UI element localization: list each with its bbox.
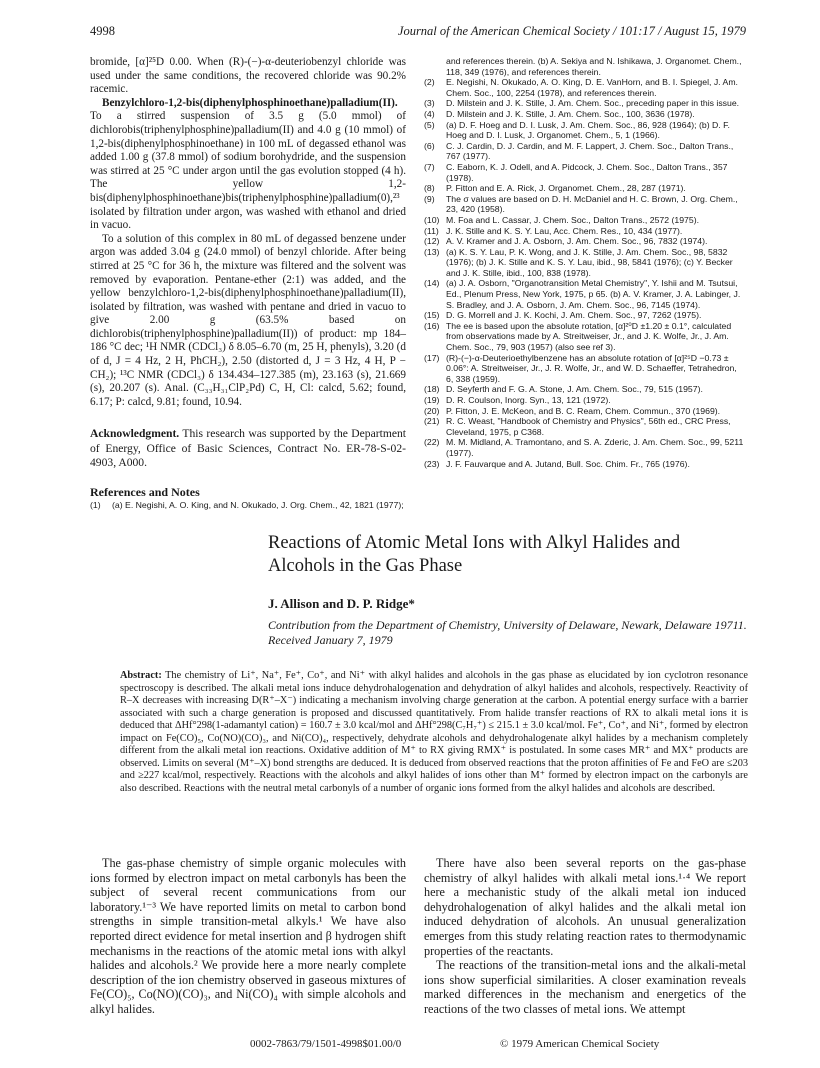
reference-number: (22) xyxy=(424,437,440,448)
acknowledgment-body: This research was supported by the Department of Energy, Office of Basic Sciences, Contract No. ER-78-S-02-4903, A000. xyxy=(90,427,406,470)
right-column xyxy=(424,56,746,496)
reference-item xyxy=(424,310,746,321)
reference-text: M. Foa and L. Cassar, J. Chem. Soc., Dalton Trans., 2572 (1975). xyxy=(446,214,700,225)
reference-text: C. J. Cardin, D. J. Cardin, and M. F. Lappert, J. Chem. Soc., Dalton Trans., 767 (1977). xyxy=(446,140,734,162)
reference-number: (8) xyxy=(424,183,435,194)
reference-text: J. K. Stille and K. S. Y. Lau, Acc. Chem. Res., 10, 434 (1977). xyxy=(446,225,683,236)
body-column-right xyxy=(424,856,746,1026)
reference-item xyxy=(424,247,746,279)
reference-text: D. R. Coulson, Inorg. Syn., 13, 121 (1972). xyxy=(446,395,611,405)
left-column xyxy=(90,56,406,510)
journal-info: Journal of the American Chemical Society / 101:17 / August 15, 1979 xyxy=(397,24,746,38)
paragraph-3: To a solution of this complex in 80 mL of degassed benzene under argon was added 3.04 g (24.0 mmol) of benzyl chloride. After being stirred at 25 °C for 36 h, the mixture was filtered and the solvent was removed by evaporation. Pentane-ether (2:1) was added, and the yellow benzylchloro-1,2-bis(diphenylphosphinoethane)palladium(II), isolated by filtration, was washed with pentane and dried in vacuo to give 2.00 g (63.5% based on dichlorobis(triphenylphosphine)palladium(II)) of product: mp 184–186 °C dec; ¹H NMR (CDCl₃) δ 8.05–6.70 (m, 25 H, phenyls), 3.20 (d of d, J = 4 Hz, 2 H, PhCH₂), 2.50 (distorted d, J = 3 Hz, 4 H, P − CH₂); ¹³C NMR (CDCl₃) δ 134.434–127.385 (m), 23.163 (s), 21.669 (s), 20.207 (s). Anal. (C₃₃H₃₁ClP₂Pd) C, H, Cl: calcd, 5.62; found, 6.17; P: calcd, 9.81; found, 10.94. xyxy=(90,232,406,408)
reference-continuation: and references therein. (b) A. Sekiya and N. Ishikawa, J. Organomet. Chem., 118, 349 (1976), and references therein. xyxy=(446,56,742,77)
abstract-text: The chemistry of Li⁺, Na⁺, Fe⁺, Co⁺, and Ni⁺ with alkyl halides and alcohols in the gas phase as elucidated by ion cyclotron resonance spectroscopy is described. The alkali metal ions induce dehydrohalogenation and dehydration of alkyl halides and alcohols, respectively. Reactivity of R–X decreases with increasing D(R⁺–X⁻) indicating a mechanism involving charge generation at the carbon. A potential energy surface with a barrier associated with such a charge generation is proposed and discussed quantitatively. From halide transfer reactions of RX to alkali metal ions it is deduced that ΔHf°298(1-adamantyl cation) = 160.7 ± 3.0 kcal/mol and ΔHf°298(C₇H₇⁺) ≤ 215.1 ± 3.0 kcal/mol. Fe⁺, Co⁺, and Ni⁺, formed by electron impact on Fe(CO)₅, Co(NO)(CO)₃, and Ni(CO)₄, respectively, dehydrate alcohols and dehydrohalogenate alkyl halides by a mechanism completely different from the alkali metal ion reactions. Oxidative addition of M⁺ to RX giving RMX⁺ is postulated. In some cases MR⁺ and MX⁺ products are observed. Limits on several (M⁺–X) bond strengths are deduced. It is deduced from observed reactions that the proton affinities of Fe and FeO are ≤203 and ≥227 kcal/mol, respectively. Reactions with the alcohols and alkyl halides of ions other than M⁺ formed by electron impact on the carbonyls are also described. Reactions with the neutral metal carbonyls of a number of organic ions formed from the alkyl halides and alcohols are described. xyxy=(120,670,748,794)
reference-list-left xyxy=(90,500,406,511)
article-affiliation: Contribution from the Department of Chemistry, University of Delaware, Newark, Delaware 19711. Received January 7, 1979 xyxy=(268,618,747,647)
reference-number: (21) xyxy=(424,416,440,427)
reference-number: (4) xyxy=(424,108,435,119)
reference-text: J. F. Fauvarque and A. Jutand, Bull. Soc. Chim. Fr., 765 (1976). xyxy=(446,458,690,469)
reference-item xyxy=(424,141,746,162)
paragraph-1: bromide, [α]²⁵D 0.00. When (R)-(−)-α-deuteriobenzyl chloride was used under the same conditions, the recovered chloride was 90.2% racemic. xyxy=(90,56,406,96)
footer-code: 0002-7863/79/1501-4998$01.00/0 xyxy=(250,1038,402,1050)
paragraph-2-body: To a stirred suspension of 3.5 g (5.0 mmol) of dichlorobis(triphenylphosphine)palladium(II) and 4.0 g (10 mmol) of 1,2-bis(diphenylphosphinoethane) in 100 mL of degassed ethanol was added 1.00 g (37.8 mmol) of sodium borohydride, and the suspension was stirred at 25 °C under argon until the gas evolution stopped (4 h). The yellow 1,2-bis(diphenylphosphinoethane)bis(triphenylphosphine)palladium(0),²³ isolated by filtration under argon, was washed with ethanol and dried in vacuo. xyxy=(90,110,406,232)
reference-number: (20) xyxy=(424,405,440,416)
body-column-left xyxy=(90,856,406,1026)
running-head xyxy=(90,24,746,42)
page-number: 4998 xyxy=(90,24,115,38)
acknowledgment-heading: Acknowledgment. xyxy=(90,427,180,441)
body-paragraph-1: The gas-phase chemistry of simple organic molecules with ions formed by electron impact on metal carbonyls has been the subject of several recent communications from our laboratory.¹⁻³ We have reported limits on metal to carbon bond strengths in simple transition-metal alkyls.¹ We have also reported direct evidence for metal insertion and β hydrogen shift mechanisms in the reactions of the atomic metal ions with alkyl halides and alcohols.² We provide here a more nearly complete description of the ion chemistry observed in gaseous mixtures of Fe(CO)₅, Co(NO)(CO)₃, and Ni(CO)₄ with simple alcohols and alkyl halides. xyxy=(90,856,406,1016)
reference-text: P. Fitton, J. E. McKeon, and B. C. Ream, Chem. Commun., 370 (1969). xyxy=(446,405,721,416)
reference-item xyxy=(424,321,746,353)
reference-text: D. G. Morrell and J. K. Kochi, J. Am. Chem. Soc., 97, 7262 (1975). xyxy=(446,310,702,321)
footer-copyright: © 1979 American Chemical Society xyxy=(500,1038,660,1050)
references-heading: References and Notes xyxy=(90,484,200,499)
reference-text: M. M. Midland, A. Tramontano, and S. A. Zderic, J. Am. Chem. Soc., 99, 5211 (1977). xyxy=(446,437,744,458)
reference-number: (12) xyxy=(424,236,440,247)
reference-number: (3) xyxy=(424,98,435,109)
reference-number: (15) xyxy=(424,310,440,321)
reference-item xyxy=(424,77,746,98)
reference-number: (2) xyxy=(424,77,435,88)
reference-text: E. Negishi, N. Okukado, A. O. King, D. E. VanHorn, and B. I. Spiegel, J. Am. Chem. Soc., 100, 2254 (1978), and references therein. xyxy=(446,77,738,98)
reference-text: (R)-(−)-α-Deuterioethylbenzene has an absolute rotation of [α]²⁵D −0.73 ± 0.06°: A. Streitweiser, Jr., J. R. Wolfe, Jr., and W. D. Schaeffer, Tetrahedron, 6, 338 (1959). xyxy=(446,352,737,384)
reference-item xyxy=(424,384,746,395)
reference-text: The ee is based upon the absolute rotation, [α]²⁰D ±1.20 ± 0.1°, calculated from observations made by A. Streitweiser, Jr., and J. K. Wolfe, Jr., J. Am. Chem. Soc., 79, 903 (1957) (also see ref 3). xyxy=(446,320,732,353)
body-paragraph-2: There have also been several reports on the gas-phase chemistry of alkyl halides with alkali metal ions.¹·⁴ We report here a mechanistic study of the alkali metal ion induced dehydrohalogenation of alkyl halides and the alkali metal ion induced dehydration of alcohols. An unusual generalization emerges from this study relating reaction rates to thermodynamic properties of the reactants. xyxy=(424,856,746,958)
reference-text: R. C. Weast, "Handbook of Chemistry and Physics", 56th ed., CRC Press, Cleveland, 1975, p C368. xyxy=(446,416,731,437)
reference-number: (10) xyxy=(424,214,440,225)
reference-number: (23) xyxy=(424,458,440,469)
reference-number: (14) xyxy=(424,278,440,289)
reference-item xyxy=(424,98,746,109)
reference-text: P. Fitton and E. A. Rick, J. Organomet. Chem., 28, 287 (1971). xyxy=(446,183,686,194)
reference-text: (a) J. A. Osborn, "Organotransition Metal Chemistry", Y. Ishii and M. Tsutsui, Ed., Plenum Press, New York, 1975, p 65. (b) A. V. Kramer, J. A. Labinger, J. S. Bradley, and J. A. Osborn, J. Am. Chem. Soc., 96, 7145 (1974). xyxy=(446,278,741,310)
reference-item xyxy=(424,109,746,120)
reference-item xyxy=(424,395,746,406)
reference-list-right xyxy=(424,56,746,469)
reference-number: (13) xyxy=(424,246,440,257)
reference-text: (a) E. Negishi, A. O. King, and N. Okukado, J. Org. Chem., 42, 1821 (1977); xyxy=(112,499,404,510)
reference-number: (18) xyxy=(424,384,440,395)
reference-text: D. Milstein and J. K. Stille, J. Am. Chem. Soc., 100, 3636 (1978). xyxy=(446,108,695,119)
reference-item xyxy=(424,162,746,183)
reference-number: (5) xyxy=(424,119,435,130)
reference-item xyxy=(424,437,746,458)
reference-item xyxy=(90,500,406,511)
reference-item xyxy=(424,120,746,141)
abstract-label: Abstract: xyxy=(120,670,162,681)
reference-text: C. Eaborn, K. J. Odell, and A. Pidcock, J. Chem. Soc., Dalton Trans., 357 (1978). xyxy=(446,161,728,183)
reference-number: (17) xyxy=(424,352,440,363)
acknowledgment xyxy=(90,427,406,471)
section-heading-benzylchloro: Benzylchloro-1,2-bis(diphenylphosphinoethane)palladium(II). xyxy=(102,96,398,109)
reference-text: (a) D. F. Hoeg and D. I. Lusk, J. Am. Chem. Soc., 86, 928 (1964); (b) D. F. Hoeg and D. I. Lusk, J. Organomet. Chem., 5, 1 (1966). xyxy=(446,119,730,141)
reference-number: (9) xyxy=(424,193,435,204)
abstract xyxy=(120,670,748,795)
reference-item xyxy=(424,183,746,194)
reference-item xyxy=(424,278,746,310)
reference-item xyxy=(424,194,746,215)
article-title: Reactions of Atomic Metal Ions with Alkyl Halides and Alcohols in the Gas Phase xyxy=(268,533,681,576)
reference-item xyxy=(424,215,746,226)
body-paragraph-3: The reactions of the transition-metal ions and the alkali-metal ions show superficial similarities. A closer examination reveals marked differences in the mechanism and energetics of the reactions of the two classes of metal ions. We attempt xyxy=(424,958,746,1016)
reference-number: (16) xyxy=(424,320,440,331)
reference-number: (19) xyxy=(424,395,440,405)
reference-number: (1) xyxy=(90,499,101,510)
reference-text: (a) K. S. Y. Lau, P. K. Wong, and J. K. Stille, J. Am. Chem. Soc., 98, 5832 (1976); (b) J. K. Stille and K. S. Y. Lau, ibid., 98, 5841 (1976); (c) Y. Becker and J. K. Stille, ibid., 100, 838 (1978). xyxy=(446,246,733,278)
reference-item xyxy=(424,406,746,417)
reference-item xyxy=(424,459,746,470)
reference-item xyxy=(424,416,746,437)
reference-item xyxy=(424,226,746,237)
reference-item xyxy=(424,236,746,247)
article-authors: J. Allison and D. P. Ridge* xyxy=(268,596,415,611)
reference-text: D. Seyferth and F. G. A. Stone, J. Am. Chem. Soc., 79, 515 (1957). xyxy=(446,384,703,395)
paragraph-2 xyxy=(90,97,406,233)
reference-item xyxy=(424,353,746,385)
reference-text: The σ values are based on D. H. McDaniel and H. C. Brown, J. Org. Chem., 23, 420 (1958). xyxy=(446,193,738,215)
reference-number: (7) xyxy=(424,161,435,172)
reference-number: (6) xyxy=(424,140,435,151)
reference-text: A. V. Kramer and J. A. Osborn, J. Am. Chem. Soc., 96, 7832 (1974). xyxy=(446,236,708,247)
reference-text: D. Milstein and J. K. Stille, J. Am. Chem. Soc., preceding paper in this issue. xyxy=(446,98,740,109)
reference-number: (11) xyxy=(424,225,439,236)
